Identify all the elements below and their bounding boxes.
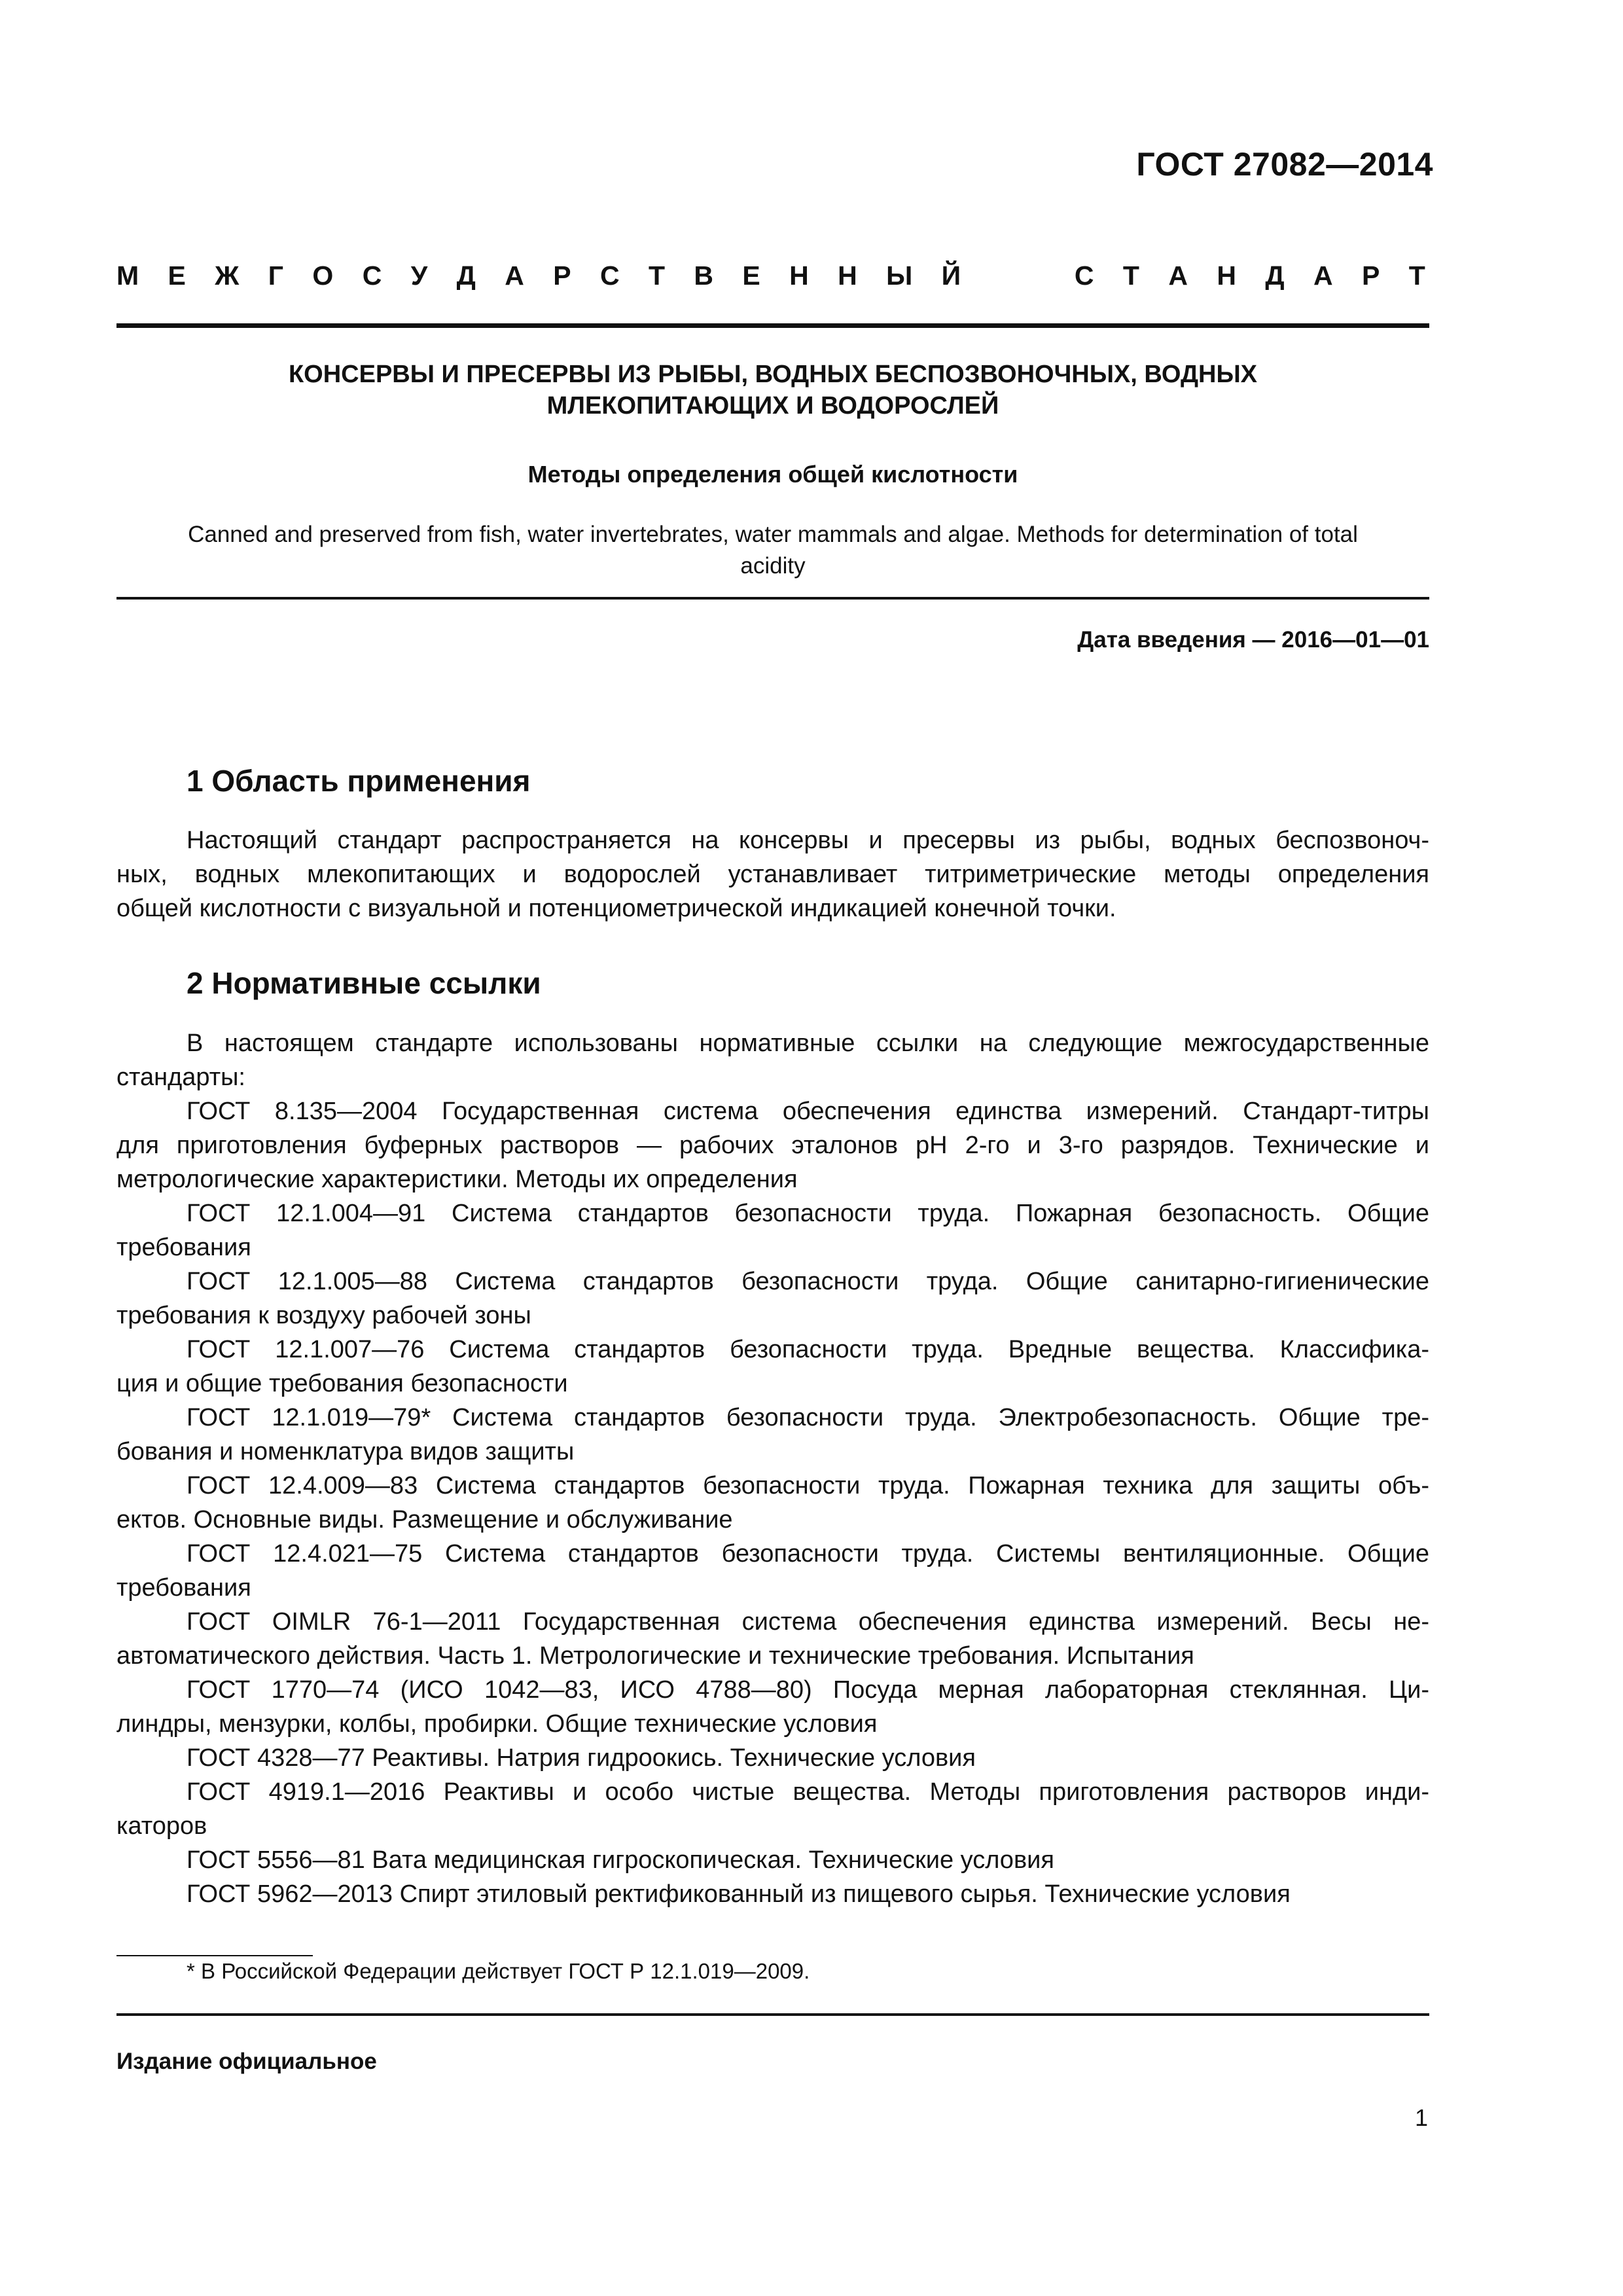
- heading-letter: У: [410, 260, 428, 291]
- reference-line: ГОСТ 12.1.004—91 Система стандартов безопасности труда. Пожарная безопасность. Общие: [187, 1200, 1429, 1227]
- paragraph-line: Настоящий стандарт распространяется на консервы и пресервы из рыбы, водных беспозвоноч-: [187, 827, 1429, 854]
- heading-letter: Й: [941, 260, 961, 291]
- heading-letter: С: [362, 260, 382, 291]
- heading-letter: Д: [1265, 260, 1285, 291]
- reference-line: ГОСТ 12.1.005—88 Система стандартов безопасности труда. Общие санитарно-гигиенические: [187, 1268, 1429, 1295]
- reference-line: метрологические характеристики. Методы их определения: [116, 1166, 798, 1193]
- footnote-separator: [116, 1955, 313, 1956]
- reference-line: ГОСТ 5556—81 Вата медицинская гигроскопическая. Технические условия: [187, 1846, 1054, 1874]
- heading-letter: Ж: [215, 260, 240, 291]
- english-title-line: acidity: [740, 553, 806, 579]
- page-number: 1: [1414, 2104, 1428, 2131]
- interstate-standard-heading: [116, 260, 1425, 291]
- heading-letter: Г: [268, 260, 283, 291]
- heading-letter: В: [694, 260, 713, 291]
- section-1-heading: 1 Область применения: [187, 764, 531, 798]
- heading-letter: С: [599, 260, 620, 291]
- reference-line: для приготовления буферных растворов — рабочих эталонов pH 2-го и 3-го разрядов. Технические и: [116, 1132, 1429, 1159]
- reference-line: требования к воздуху рабочей зоны: [116, 1302, 531, 1329]
- reference-line: бования и номенклатура видов защиты: [116, 1438, 575, 1465]
- reference-line: ция и общие требования безопасности: [116, 1370, 568, 1397]
- title-line: КОНСЕРВЫ И ПРЕСЕРВЫ ИЗ РЫБЫ, ВОДНЫХ БЕСПОЗВОНОЧНЫХ, ВОДНЫХ: [288, 361, 1257, 388]
- english-title-line: Canned and preserved from fish, water invertebrates, water mammals and algae. Methods for determination of total: [188, 522, 1358, 547]
- paragraph-line: В настоящем стандарте использованы нормативные ссылки на следующие межгосударственные: [187, 1030, 1429, 1057]
- reference-line: ГОСТ 12.4.009—83 Система стандартов безопасности труда. Пожарная техника для защиты объ-: [187, 1472, 1429, 1499]
- reference-line: каторов: [116, 1812, 207, 1840]
- heading-letter: Н: [838, 260, 857, 291]
- section-1-paragraph: [116, 823, 1429, 925]
- reference-line: линдры, мензурки, колбы, пробирки. Общие технические условия: [116, 1710, 878, 1738]
- heading-letter: А: [505, 260, 524, 291]
- reference-line: ГОСТ 4328—77 Реактивы. Натрия гидроокись. Технические условия: [187, 1744, 976, 1772]
- heading-letter: А: [1168, 260, 1188, 291]
- reference-line: требования: [116, 1574, 251, 1602]
- paragraph-line: стандарты:: [116, 1064, 245, 1091]
- heading-letter: О: [312, 260, 334, 291]
- document-title: [116, 359, 1429, 422]
- heading-letter: Е: [742, 260, 760, 291]
- heading-letter: С: [1074, 260, 1094, 291]
- heading-letter: М: [116, 260, 139, 291]
- reference-line: ГОСТ 12.4.021—75 Система стандартов безопасности труда. Системы вентиляционные. Общие: [187, 1540, 1429, 1568]
- introduction-date: Дата введения — 2016—01—01: [1077, 627, 1429, 653]
- heading-letter: Т: [648, 260, 665, 291]
- edition-label: Издание официальное: [116, 2049, 377, 2074]
- heading-letter: Т: [1408, 260, 1425, 291]
- reference-line: ГОСТ 12.1.007—76 Система стандартов безопасности труда. Вредные вещества. Классифика-: [187, 1336, 1429, 1363]
- heading-letter: Е: [168, 260, 186, 291]
- document-id: ГОСТ 27082—2014: [1136, 146, 1433, 183]
- reference-line: ГОСТ 8.135—2004 Государственная система обеспечения единства измерений. Стандарт-титры: [187, 1098, 1429, 1125]
- reference-line: ГОСТ OIMLR 76-1—2011 Государственная система обеспечения единства измерений. Весы не-: [187, 1608, 1429, 1636]
- footnote: * В Российской Федерации действует ГОСТ Р 12.1.019—2009.: [187, 1959, 810, 1983]
- title-line: МЛЕКОПИТАЮЩИХ И ВОДОРОСЛЕЙ: [546, 392, 999, 420]
- reference-line: ГОСТ 12.1.019—79* Система стандартов безопасности труда. Электробезопасность. Общие тре-: [187, 1404, 1429, 1431]
- footer-rule: [116, 2013, 1429, 2016]
- heading-letter: А: [1313, 260, 1333, 291]
- heading-letter: Р: [1361, 260, 1380, 291]
- reference-line: ектов. Основные виды. Размещение и обслуживание: [116, 1506, 733, 1534]
- heading-letter: Н: [789, 260, 809, 291]
- reference-line: ГОСТ 5962—2013 Спирт этиловый ректификованный из пищевого сырья. Технические условия: [187, 1880, 1291, 1908]
- heading-letter: Н: [1217, 260, 1236, 291]
- paragraph-line: ных, водных млекопитающих и водорослей устанавливает титриметрические методы определения: [116, 861, 1429, 888]
- reference-line: ГОСТ 1770—74 (ИСО 1042—83, ИСО 4788—80) Посуда мерная лабораторная стеклянная. Ци-: [187, 1676, 1429, 1704]
- heading-letter: Д: [456, 260, 476, 291]
- header-rule: [116, 323, 1429, 328]
- reference-line: требования: [116, 1234, 251, 1261]
- heading-letter: Р: [553, 260, 571, 291]
- reference-line: автоматического действия. Часть 1. Метрологические и технические требования. Испытания: [116, 1642, 1194, 1670]
- heading-letter: Т: [1122, 260, 1139, 291]
- section-2-heading: 2 Нормативные ссылки: [187, 966, 541, 1000]
- english-title: [116, 519, 1429, 582]
- document-subtitle: Методы определения общей кислотности: [527, 461, 1018, 488]
- paragraph-line: общей кислотности с визуальной и потенциометрической индикацией конечной точки.: [116, 895, 1116, 922]
- reference-line: ГОСТ 4919.1—2016 Реактивы и особо чистые вещества. Методы приготовления растворов инди-: [187, 1778, 1429, 1806]
- heading-letter: Ы: [886, 260, 913, 291]
- title-rule: [116, 597, 1429, 600]
- section-2-references: [116, 1026, 1429, 1911]
